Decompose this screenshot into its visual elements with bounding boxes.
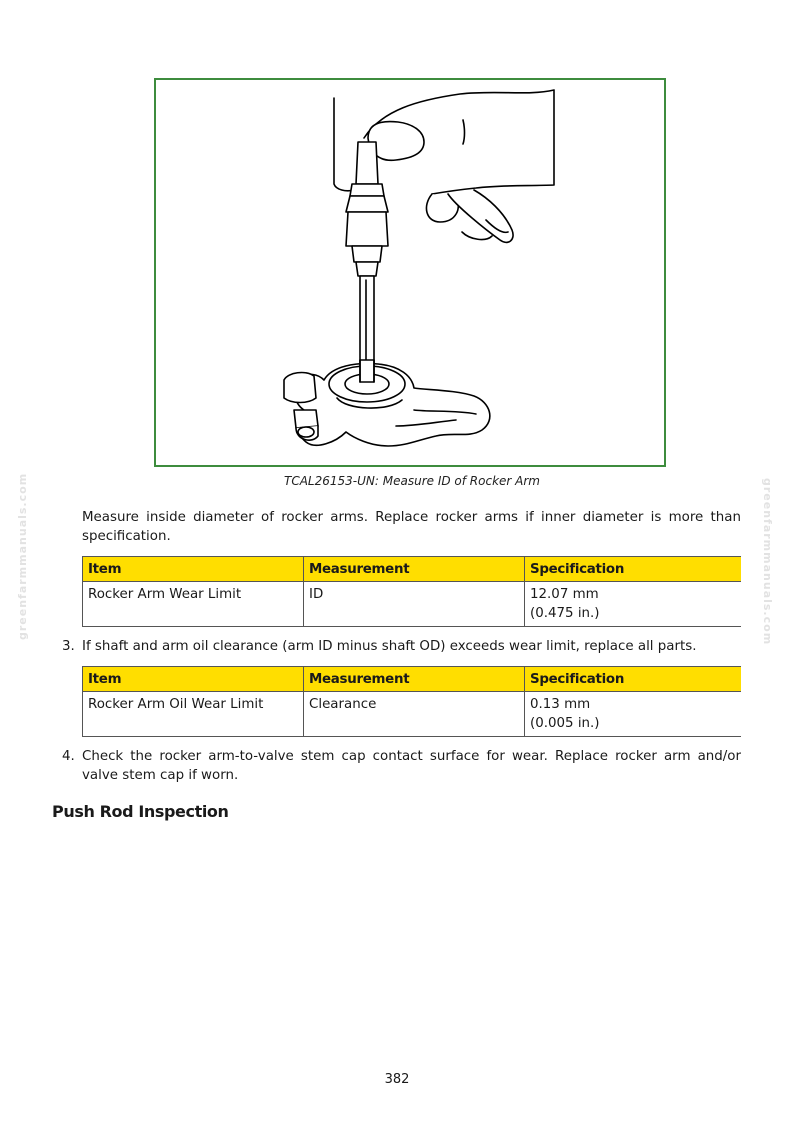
- oil-clearance-table: [82, 666, 741, 737]
- cell-specification: [525, 582, 742, 627]
- rocker-arm-wear-table: [82, 556, 741, 627]
- watermark-left: greenfarmmanuals.com: [16, 472, 29, 640]
- section-heading: Push Rod Inspection: [52, 802, 229, 821]
- cell-item: Rocker Arm Wear Limit: [83, 582, 304, 627]
- page-number: 382: [384, 1072, 410, 1087]
- header-specification: Specification: [525, 667, 742, 692]
- table-row: [83, 692, 742, 737]
- spec-metric: 0.13 mm: [530, 697, 591, 712]
- watermark-right: greenfarmmanuals.com: [761, 478, 774, 646]
- step-4: [62, 747, 741, 785]
- spec-imperial: (0.475 in.): [530, 606, 600, 621]
- rocker-arm-measurement-illustration: [156, 80, 664, 465]
- table-header-row: [83, 557, 742, 582]
- header-specification: Specification: [525, 557, 742, 582]
- step-text: Check the rocker arm-to-valve stem cap contact surface for wear. Replace rocker arm and/or valve stem cap if worn.: [82, 749, 741, 783]
- step-3: [62, 637, 741, 656]
- figure-caption: TCAL26153-UN: Measure ID of Rocker Arm: [284, 474, 540, 488]
- header-item: Item: [83, 557, 304, 582]
- step-text: If shaft and arm oil clearance (arm ID minus shaft OD) exceeds wear limit, replace all parts.: [82, 639, 697, 654]
- header-item: Item: [83, 667, 304, 692]
- spec-imperial: (0.005 in.): [530, 716, 600, 731]
- header-measurement: Measurement: [304, 557, 525, 582]
- cell-specification: [525, 692, 742, 737]
- cell-measurement: Clearance: [304, 692, 525, 737]
- step-number: 3.: [62, 639, 75, 654]
- step-number: 4.: [62, 749, 75, 764]
- header-measurement: Measurement: [304, 667, 525, 692]
- cell-item: Rocker Arm Oil Wear Limit: [83, 692, 304, 737]
- spec-metric: 12.07 mm: [530, 587, 599, 602]
- table-row: [83, 582, 742, 627]
- figure-frame: [154, 78, 666, 467]
- cell-measurement: ID: [304, 582, 525, 627]
- intro-paragraph: Measure inside diameter of rocker arms. Replace rocker arms if inner diameter is more than specification.: [82, 510, 741, 544]
- table-header-row: [83, 667, 742, 692]
